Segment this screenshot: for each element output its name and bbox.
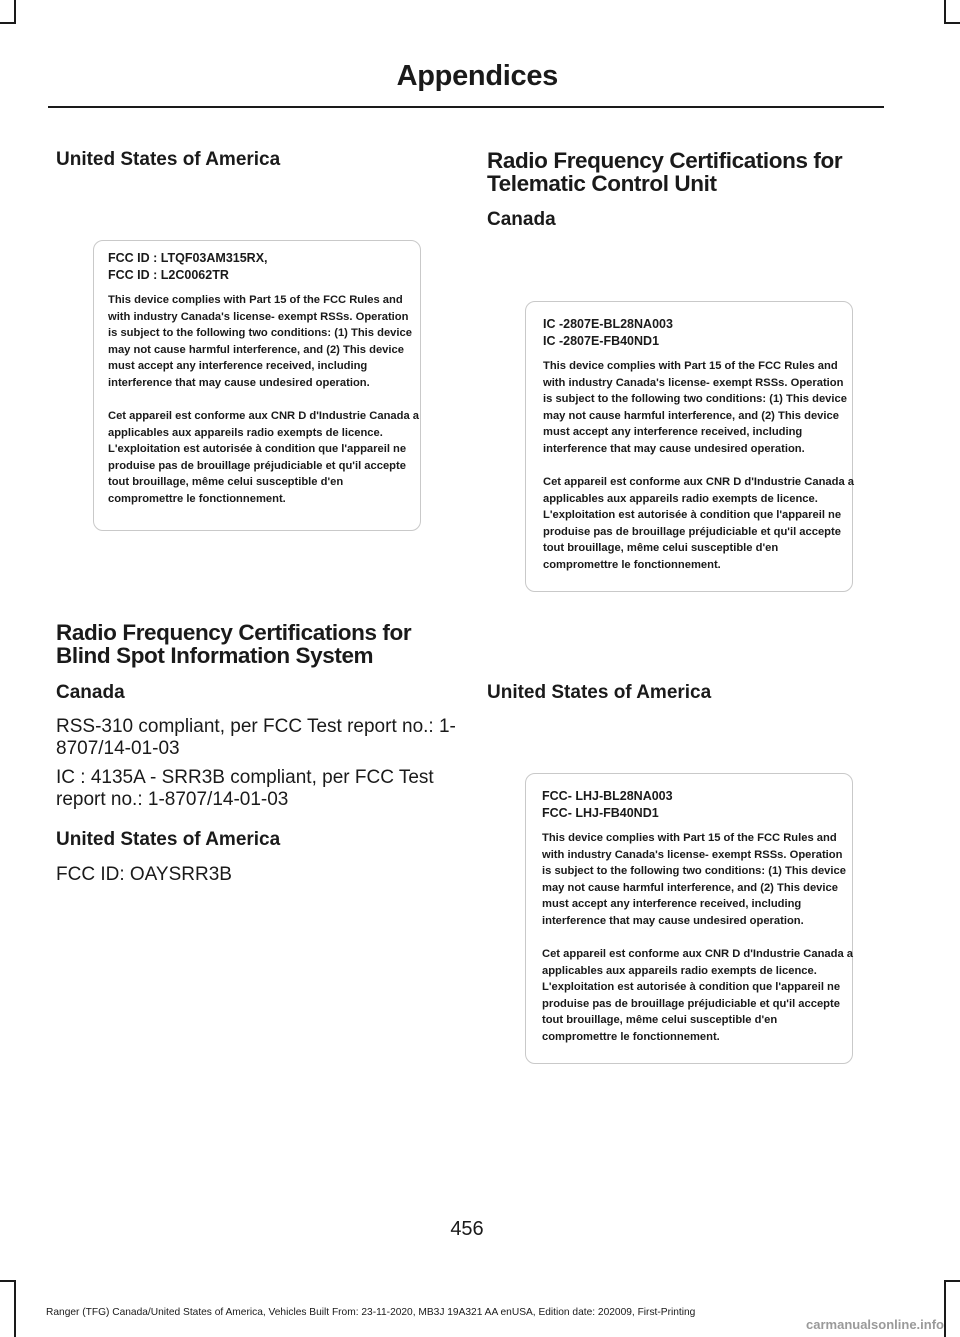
bsis-us-heading: United States of America [56,829,281,850]
watermark: carmanualsonline.info [806,1317,944,1332]
us-heading: United States of America [56,149,281,170]
bsis-heading: Radio Frequency Certifications for Blind Spot Information System [56,620,412,668]
label-3-english-text: This device complies with Part 15 of the FCC Rules and with industry Canada's license- exempt RSSs. Operation is subject to the following two conditions: (1) This device may not cause harmful interference, and (2) This device must accept any interference received, including interference that may cause undesired operation. [542,832,846,927]
label-1-english-text: This device complies with Part 15 of the FCC Rules and with industry Canada's license- exempt RSSs. Operation is subject to the following two conditions: (1) This device may not cause harmful interference, and (2) This device must accept any interference received, including interference that may cause undesired operation. [108,294,412,389]
label-1-id-line: FCC ID : LTQF03AM315RX, [108,251,268,265]
label-3-id-line: FCC- LHJ-BL28NA003 [542,789,673,803]
label-3-french-text: Cet appareil est conforme aux CNR D d'Industrie Canada a applicables aux appareils radio exempts de licence. L'exploitation est autorisée à condition que l'appareil ne produise pas de brouillage préjudiciable et qu'il accepte tout brouillage, même celui susceptible d'en compromettre le fonctionnement. [542,948,854,1043]
crop-mark-bottom-right-v [944,1280,946,1337]
bsis-canada-paragraph-2: IC : 4135A - SRR3B compliant, per FCC Test report no.: 1-8707/14-01-03 [56,767,434,810]
page-number: 456 [450,1218,484,1240]
certification-label-2 [525,301,853,592]
title-divider [48,106,884,108]
crop-mark-bottom-left-v [14,1280,16,1337]
crop-mark-top-right-v [944,0,946,24]
tcu-us-heading: United States of America [487,682,712,703]
label-1-id-line: FCC ID : L2C0062TR [108,268,229,282]
label-2-english-text: This device complies with Part 15 of the FCC Rules and with industry Canada's license- exempt RSSs. Operation is subject to the following two conditions: (1) This device may not cause harmful interference, and (2) This device must accept any interference received, including interference that may cause undesired operation. [543,360,847,455]
crop-mark-bottom-left-h [0,1280,16,1282]
label-2-id-line: IC -2807E-BL28NA003 [543,317,673,331]
label-2-french-text: Cet appareil est conforme aux CNR D d'Industrie Canada a applicables aux appareils radio exempts de licence. L'exploitation est autorisée à condition que l'appareil ne produise pas de brouillage préjudiciable et qu'il accepte tout brouillage, même celui susceptible d'en compromettre le fonctionnement. [543,476,855,571]
crop-mark-top-left-v [14,0,16,24]
footer-edition-text: Ranger (TFG) Canada/United States of America, Vehicles Built From: 23-11-2020, MB3J 19A321 AA enUSA, Edition date: 202009, First-Printing [46,1307,696,1318]
bsis-us-paragraph-1: FCC ID: OAYSRR3B [56,864,232,885]
certification-label-3 [525,773,853,1064]
crop-mark-top-right-h [944,22,960,24]
label-1-french-text: Cet appareil est conforme aux CNR D d'Industrie Canada a applicables aux appareils radio exempts de licence. L'exploitation est autorisée à condition que l'appareil ne produise pas de brouillage préjudiciable et qu'il accepte tout brouillage, même celui susceptible d'en compromettre le fonctionnement. [108,410,420,505]
label-3-id-line: FCC- LHJ-FB40ND1 [542,806,659,820]
crop-mark-top-left-h [0,22,16,24]
bsis-canada-paragraph-1: RSS-310 compliant, per FCC Test report no.: 1-8707/14-01-03 [56,716,456,759]
page-title: Appendices [396,60,558,92]
tcu-canada-heading: Canada [487,209,556,230]
label-2-id-line: IC -2807E-FB40ND1 [543,334,660,348]
certification-label-1 [93,240,421,531]
tcu-heading: Radio Frequency Certifications for Telematic Control Unit [487,148,843,196]
crop-mark-bottom-right-h [944,1280,960,1282]
bsis-canada-heading: Canada [56,682,125,703]
